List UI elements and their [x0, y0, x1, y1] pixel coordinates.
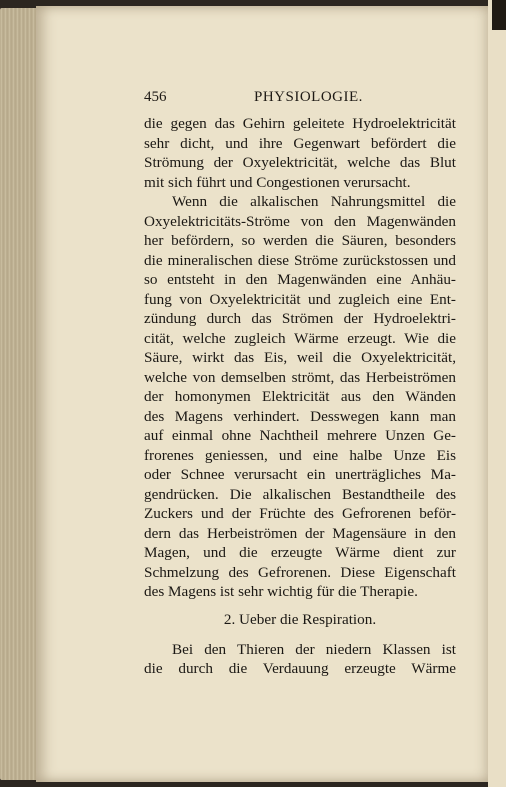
text-line: der homonymen Elektricität aus den Wänden	[144, 388, 456, 405]
text-line: oder Schnee verursacht ein unerträgliches Ma-	[144, 466, 456, 483]
text-line: auf einmal ohne Nachtheil mehrere Unzen Ge-	[144, 427, 456, 444]
text-line: her befördern, so werden die Säuren, besonders	[144, 232, 456, 249]
page-header	[144, 89, 472, 111]
text-line: frorenes geniessen, und eine halbe Unze Eis	[144, 446, 456, 464]
text-line: sehr dicht, und ihre Gegenwart befördert die	[144, 134, 456, 152]
text-line: mit sich führt und Congestionen verursacht.	[144, 173, 411, 191]
paragraph-1	[144, 114, 456, 192]
text-line: die gegen das Gehirn geleitete Hydroelektricität	[144, 115, 456, 132]
text-line: cität, welche zugleich Wärme erzeugt. Wie die	[144, 329, 456, 347]
text-line: zündung durch das Strömen der Hydroelektri-	[144, 310, 456, 327]
running-title: PHYSIOLOGIE.	[254, 89, 363, 105]
text-line: die mineralischen diese Ströme zurückstossen und	[144, 251, 456, 269]
text-line: Zuckers und der Früchte des Gefrorenen beför-	[144, 505, 456, 522]
page-edges	[0, 8, 40, 780]
text-line: Wenn die alkalischen Nahrungsmittel die	[172, 193, 456, 210]
text-line: so entsteht in den Magenwänden eine Anhäu-	[144, 271, 456, 288]
dark-corner	[492, 0, 506, 30]
text-line: Oxyelektricitäts-Ströme von den Magenwänden	[144, 212, 456, 230]
text-line: des Magens verhindert. Desswegen kann man	[144, 407, 456, 425]
text-line: Strömung der Oxyelektricität, welche das Blut	[144, 154, 456, 171]
text-line: gendrücken. Die alkalischen Bestandtheile des	[144, 485, 456, 503]
text-line: Säure, wirkt das Eis, weil die Oxyelektricität,	[144, 349, 456, 366]
page-number: 456	[144, 89, 167, 105]
text-line: Bei den Thieren der niedern Klassen ist	[172, 640, 456, 658]
text-line: des Magens ist sehr wichtig für die Therapie.	[144, 583, 418, 600]
section-heading: 2. Ueber die Respiration.	[223, 610, 377, 628]
text-line: Schmelzung des Gefrorenen. Diese Eigenschaft	[144, 563, 456, 581]
paragraph-2	[144, 192, 456, 602]
text-line: welche von demselben strömt, das Herbeiströmen	[144, 368, 456, 386]
text-line: dern das Herbeiströmen der Magensäure in den	[144, 524, 456, 542]
facing-page-edge	[488, 0, 506, 787]
text-line: Magen, und die erzeugte Wärme dient zur	[144, 544, 456, 561]
text-line: die durch die Verdauung erzeugte Wärme	[144, 660, 456, 677]
text-line: fung von Oxyelektricität und zugleich eine Ent-	[144, 290, 456, 308]
paragraph-3	[144, 640, 456, 679]
body-text	[144, 114, 456, 679]
